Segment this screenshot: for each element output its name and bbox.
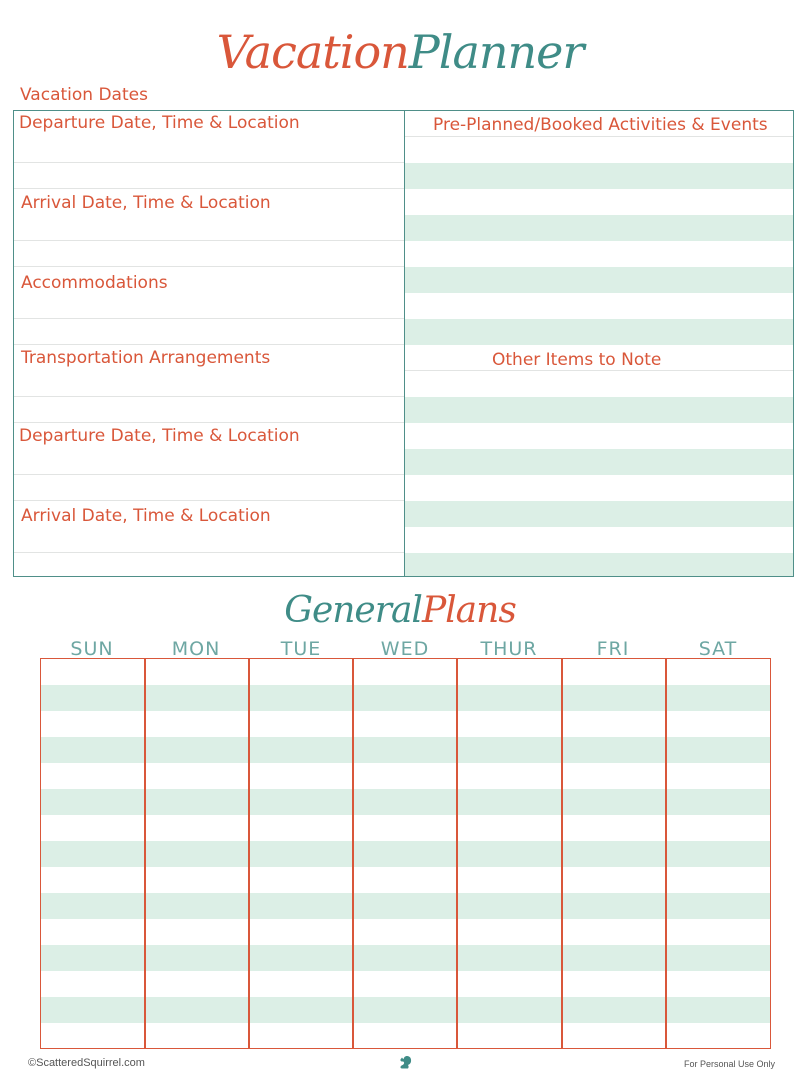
vacation-details-box [13, 110, 794, 577]
general-plans-title [0, 586, 800, 636]
day-header-sun: SUN [70, 638, 114, 660]
transportation-field-label: Transportation Arrangements [21, 348, 271, 368]
stripe-row [405, 501, 793, 527]
general-word: General [284, 590, 422, 631]
writing-line [14, 162, 404, 163]
writing-line [14, 188, 404, 189]
accommodations-field-label: Accommodations [21, 273, 168, 293]
stripe-row [41, 945, 770, 971]
writing-line [14, 240, 404, 241]
stripe-row [405, 553, 793, 576]
column-divider [144, 659, 146, 1048]
writing-line [14, 422, 404, 423]
day-header-sat: SAT [698, 638, 738, 660]
departure-field-label: Departure Date, Time & Location [19, 113, 300, 133]
stripe-row [41, 997, 770, 1023]
stripe-row [405, 319, 793, 345]
writing-line [405, 370, 793, 371]
weekly-plans-grid [40, 658, 771, 1049]
stripe-row [405, 215, 793, 241]
writing-line [14, 552, 404, 553]
arrival-field-label: Arrival Date, Time & Location [21, 193, 271, 213]
stripe-row [405, 163, 793, 189]
writing-line [14, 474, 404, 475]
day-header-wed: WED [380, 638, 430, 660]
day-header-thur: THUR [480, 638, 538, 660]
writing-line [14, 500, 404, 501]
stripe-row [405, 397, 793, 423]
column-divider [248, 659, 250, 1048]
column-divider [665, 659, 667, 1048]
writing-line [14, 266, 404, 267]
writing-line [14, 318, 404, 319]
usage-note: For Personal Use Only [683, 1059, 775, 1069]
day-header-fri: FRI [596, 638, 630, 660]
column-divider [456, 659, 458, 1048]
writing-line [405, 136, 793, 137]
stripe-row [41, 685, 770, 711]
plans-word: Plans [421, 590, 516, 631]
page-title [0, 22, 800, 82]
copyright-text: ©ScatteredSquirrel.com [28, 1057, 145, 1069]
travel-details-column [14, 111, 405, 576]
writing-line [14, 396, 404, 397]
writing-line [14, 344, 404, 345]
stripe-row [41, 737, 770, 763]
day-header-mon: MON [171, 638, 221, 660]
day-header-tue: TUE [280, 638, 322, 660]
return-departure-field-label: Departure Date, Time & Location [19, 426, 300, 446]
activities-heading: Pre-Planned/Booked Activities & Events [433, 115, 768, 135]
notes-column [405, 111, 793, 576]
stripe-row [41, 789, 770, 815]
stripe-row [41, 841, 770, 867]
squirrel-icon [397, 1054, 413, 1070]
title-word-vacation: Vacation [216, 25, 409, 79]
title-word-planner: Planner [408, 25, 584, 79]
column-divider [561, 659, 563, 1048]
vacation-dates-label: Vacation Dates [20, 85, 148, 105]
stripe-row [405, 267, 793, 293]
other-items-heading: Other Items to Note [492, 350, 662, 370]
stripe-row [41, 893, 770, 919]
return-arrival-field-label: Arrival Date, Time & Location [21, 506, 271, 526]
stripe-row [405, 449, 793, 475]
column-divider [352, 659, 354, 1048]
